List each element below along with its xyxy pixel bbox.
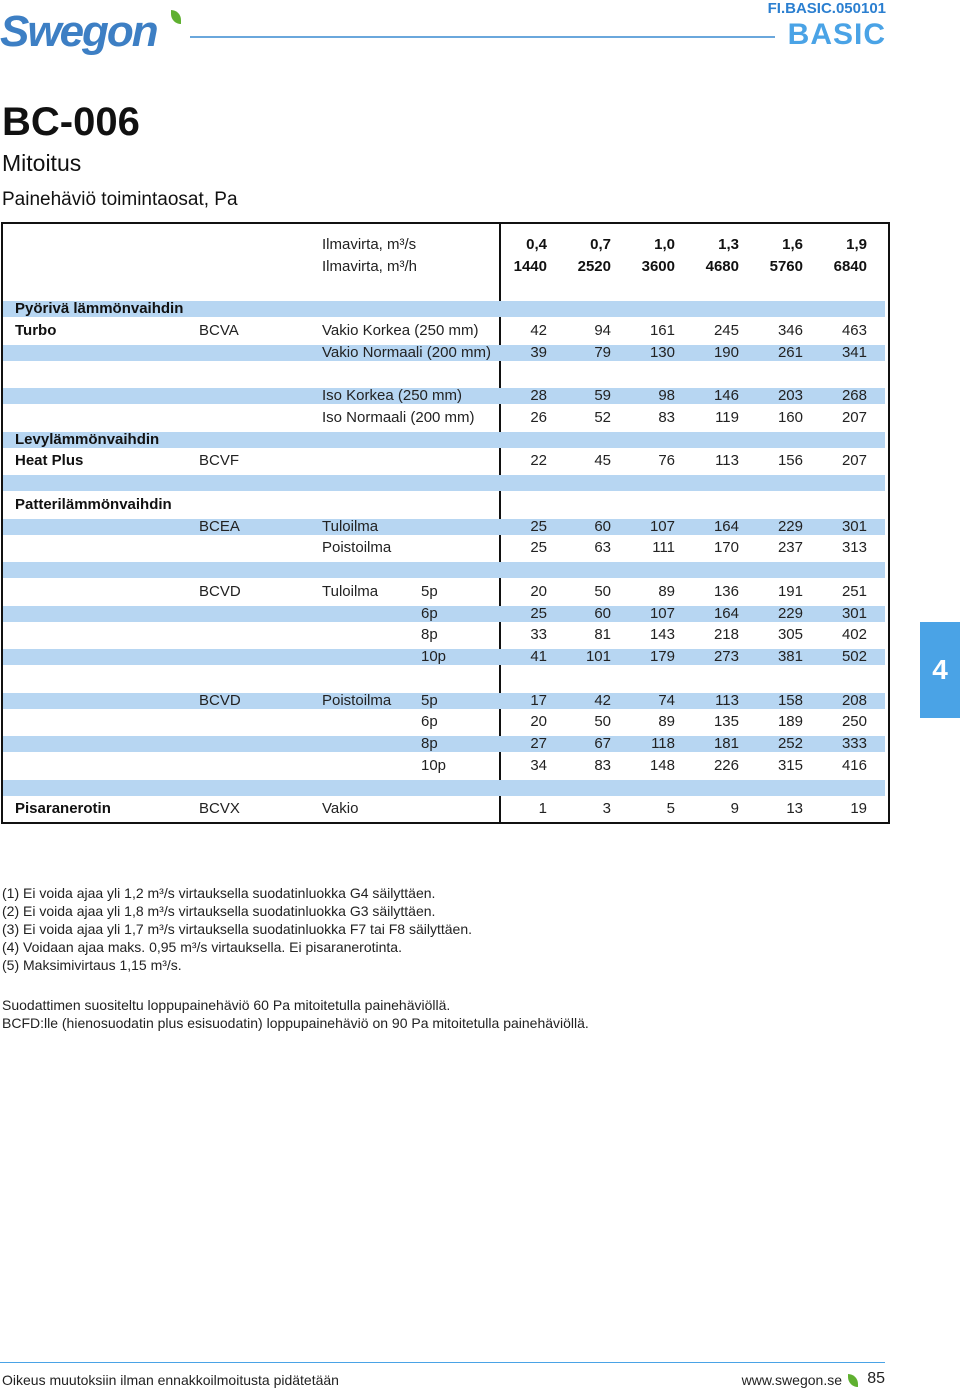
row-category: Pisaranerotin <box>15 800 111 817</box>
table-cell-value: 252 <box>777 735 803 752</box>
table-cell-value: 22 <box>530 452 547 469</box>
table-cell-value: 333 <box>841 735 867 752</box>
table-cell-value: 89 <box>658 583 675 600</box>
logo-text: Swegon <box>0 7 157 56</box>
leaf-icon <box>171 10 181 24</box>
footer-divider <box>0 1362 885 1363</box>
row-size: 6p <box>421 713 438 730</box>
table-cell-value: 161 <box>649 322 675 339</box>
table-cell-value: 59 <box>594 387 611 404</box>
row-variant: Vakio Normaali (200 mm) <box>322 344 491 361</box>
row-category: Levylämmönvaihdin <box>15 431 160 448</box>
table-cell-value: 203 <box>777 387 803 404</box>
row-size: 5p <box>421 583 438 600</box>
flow-mh-value: 1440 <box>513 258 547 275</box>
row-variant: Tuloilma <box>322 518 379 535</box>
table-cell-value: 42 <box>594 692 611 709</box>
table-cell-value: 301 <box>841 605 867 622</box>
table-cell-value: 181 <box>713 735 739 752</box>
table-cell-value: 226 <box>713 757 739 774</box>
table-cell-value: 251 <box>841 583 867 600</box>
row-category: Patterilämmönvaihdin <box>15 496 172 513</box>
flow-label-ms: Ilmavirta, m³/s <box>322 236 417 253</box>
flow-ms-value: 1,6 <box>782 236 803 253</box>
table-cell-value: 25 <box>530 518 547 535</box>
chapter-tab[interactable]: 4 <box>920 622 960 718</box>
flow-ms-value: 1,0 <box>654 236 675 253</box>
table-cell-value: 45 <box>594 452 611 469</box>
table-cell-value: 158 <box>777 692 803 709</box>
row-category: Heat Plus <box>15 452 84 469</box>
table-cell-value: 416 <box>841 757 867 774</box>
swegon-logo <box>0 8 185 56</box>
filter-notes <box>2 996 589 1032</box>
row-variant: Iso Korkea (250 mm) <box>322 387 463 404</box>
table-cell-value: 179 <box>649 648 675 665</box>
table-cell-value: 17 <box>530 692 547 709</box>
row-size: 10p <box>421 648 447 665</box>
table-cell-value: 41 <box>530 648 547 665</box>
notes <box>2 884 472 974</box>
table-cell-value: 136 <box>713 583 739 600</box>
table-cell-value: 33 <box>530 626 547 643</box>
table-cell-value: 98 <box>658 387 675 404</box>
table-cell-value: 1 <box>538 800 547 817</box>
table-row-stripe <box>3 562 885 578</box>
table-cell-value: 26 <box>530 409 547 426</box>
table-cell-value: 52 <box>594 409 611 426</box>
leaf-icon <box>848 1374 858 1387</box>
table-cell-value: 28 <box>530 387 547 404</box>
filter-note-2: BCFD:lle (hienosuodatin plus esisuodatin) loppupainehäviö on 90 Pa mitoitetulla painehäviöllä. <box>2 1015 589 1031</box>
table-cell-value: 83 <box>658 409 675 426</box>
table-cell-value: 245 <box>713 322 739 339</box>
brand-title: BASIC <box>787 18 886 51</box>
row-size: 8p <box>421 626 438 643</box>
table-cell-value: 208 <box>841 692 867 709</box>
table-cell-value: 25 <box>530 539 547 556</box>
table-cell-value: 237 <box>777 539 803 556</box>
table-cell-value: 143 <box>649 626 675 643</box>
table-cell-value: 67 <box>594 735 611 752</box>
table-cell-value: 89 <box>658 713 675 730</box>
row-size: 6p <box>421 605 438 622</box>
table-cell-value: 63 <box>594 539 611 556</box>
table-cell-value: 39 <box>530 344 547 361</box>
footer-disclaimer: Oikeus muutoksiin ilman ennakkoilmoitusta pidätetään <box>2 1372 339 1388</box>
table-cell-value: 156 <box>777 452 803 469</box>
table-cell-value: 111 <box>652 539 675 556</box>
flow-mh-value: 6840 <box>833 258 867 275</box>
table-cell-value: 76 <box>658 452 675 469</box>
document-code: FI.BASIC.050101 <box>767 0 886 17</box>
table-cell-value: 74 <box>658 692 675 709</box>
page-title: BC-006 <box>2 100 140 144</box>
table-cell-value: 170 <box>713 539 739 556</box>
row-model: BCVX <box>199 800 240 817</box>
row-model: BCVD <box>199 692 241 709</box>
row-model: BCEA <box>199 518 240 535</box>
table-cell-value: 250 <box>841 713 867 730</box>
page-number: 85 <box>867 1370 885 1387</box>
flow-mh-value: 3600 <box>641 258 675 275</box>
table-cell-value: 502 <box>841 648 867 665</box>
table-cell-value: 305 <box>777 626 803 643</box>
row-variant: Tuloilma <box>322 583 379 600</box>
note-2: (2) Ei voida ajaa yli 1,8 m³/s virtauksella suodatinluokka G3 säilyttäen. <box>2 903 436 919</box>
table-cell-value: 218 <box>713 626 739 643</box>
table-cell-value: 13 <box>786 800 803 817</box>
table-cell-value: 119 <box>715 409 739 426</box>
table-cell-value: 79 <box>594 344 611 361</box>
table-cell-value: 81 <box>594 626 611 643</box>
page-subtitle: Mitoitus <box>2 150 82 176</box>
table-row-stripe <box>3 475 885 491</box>
flow-ms-value: 1,9 <box>846 236 867 253</box>
table-cell-value: 3 <box>602 800 611 817</box>
table-cell-value: 229 <box>777 518 803 535</box>
footer-url[interactable]: www.swegon.se <box>741 1372 842 1388</box>
table-cell-value: 261 <box>777 344 803 361</box>
table-cell-value: 34 <box>530 757 547 774</box>
table-cell-value: 164 <box>713 518 739 535</box>
row-variant: Iso Normaali (200 mm) <box>322 409 475 426</box>
row-model: BCVF <box>199 452 240 469</box>
filter-note-1: Suodattimen suositeltu loppupainehäviö 60 Pa mitoitetulla painehäviöllä. <box>2 997 451 1013</box>
table-cell-value: 346 <box>777 322 803 339</box>
table-cell-value: 313 <box>841 539 867 556</box>
note-1: (1) Ei voida ajaa yli 1,2 m³/s virtauksella suodatinluokka G4 säilyttäen. <box>2 885 436 901</box>
table-cell-value: 268 <box>841 387 867 404</box>
table-cell-value: 463 <box>841 322 867 339</box>
table-cell-value: 402 <box>841 626 867 643</box>
row-size: 5p <box>421 692 438 709</box>
table-cell-value: 191 <box>777 583 803 600</box>
table-cell-value: 107 <box>649 605 675 622</box>
table-cell-value: 27 <box>530 735 547 752</box>
flow-ms-value: 1,3 <box>718 236 739 253</box>
flow-mh-value: 4680 <box>705 258 739 275</box>
row-variant: Poistoilma <box>322 539 392 556</box>
table-cell-value: 60 <box>594 605 611 622</box>
flow-ms-value: 0,4 <box>526 236 547 253</box>
table-cell-value: 94 <box>594 322 611 339</box>
table-cell-value: 301 <box>841 518 867 535</box>
table-cell-value: 42 <box>530 322 547 339</box>
row-variant: Vakio <box>322 800 359 817</box>
table-cell-value: 160 <box>777 409 803 426</box>
table-cell-value: 381 <box>777 648 803 665</box>
row-category: Turbo <box>15 322 57 339</box>
table-cell-value: 113 <box>715 692 739 709</box>
table-cell-value: 9 <box>730 800 739 817</box>
table-cell-value: 148 <box>649 757 675 774</box>
table-cell-value: 189 <box>777 713 803 730</box>
note-5: (5) Maksimivirtaus 1,15 m³/s. <box>2 957 182 973</box>
section-title: Painehäviö toimintaosat, Pa <box>2 189 238 210</box>
flow-mh-value: 2520 <box>577 258 611 275</box>
row-model: BCVD <box>199 583 241 600</box>
table-cell-value: 190 <box>713 344 739 361</box>
table-cell-value: 60 <box>594 518 611 535</box>
header-divider <box>190 36 775 38</box>
row-model: BCVA <box>199 322 239 339</box>
flow-ms-value: 0,7 <box>590 236 611 253</box>
table-cell-value: 20 <box>530 713 547 730</box>
row-category: Pyörivä lämmönvaihdin <box>15 300 184 317</box>
table-cell-value: 113 <box>715 452 739 469</box>
note-4: (4) Voidaan ajaa maks. 0,95 m³/s virtauksella. Ei pisaranerotinta. <box>2 939 402 955</box>
row-size: 10p <box>421 757 447 774</box>
table-cell-value: 207 <box>841 409 867 426</box>
table-cell-value: 130 <box>649 344 675 361</box>
table-cell-value: 341 <box>841 344 867 361</box>
table-cell-value: 101 <box>585 648 611 665</box>
table-row-stripe <box>3 780 885 796</box>
table-cell-value: 315 <box>777 757 803 774</box>
table-cell-value: 20 <box>530 583 547 600</box>
table-cell-value: 50 <box>594 583 611 600</box>
table-cell-value: 135 <box>713 713 739 730</box>
table-cell-value: 118 <box>651 735 675 752</box>
table-cell-value: 5 <box>666 800 675 817</box>
table-cell-value: 83 <box>594 757 611 774</box>
row-variant: Poistoilma <box>322 692 392 709</box>
flow-mh-value: 5760 <box>769 258 803 275</box>
table-cell-value: 107 <box>649 518 675 535</box>
table-cell-value: 207 <box>841 452 867 469</box>
row-size: 8p <box>421 735 438 752</box>
table-cell-value: 229 <box>777 605 803 622</box>
table-cell-value: 50 <box>594 713 611 730</box>
note-3: (3) Ei voida ajaa yli 1,7 m³/s virtauksella suodatinluokka F7 tai F8 säilyttäen. <box>2 921 472 937</box>
row-variant: Vakio Korkea (250 mm) <box>322 322 479 339</box>
table-cell-value: 146 <box>713 387 739 404</box>
table-cell-value: 164 <box>713 605 739 622</box>
table-cell-value: 25 <box>530 605 547 622</box>
table-cell-value: 19 <box>850 800 867 817</box>
table-cell-value: 273 <box>713 648 739 665</box>
flow-label-mh: Ilmavirta, m³/h <box>322 258 418 275</box>
